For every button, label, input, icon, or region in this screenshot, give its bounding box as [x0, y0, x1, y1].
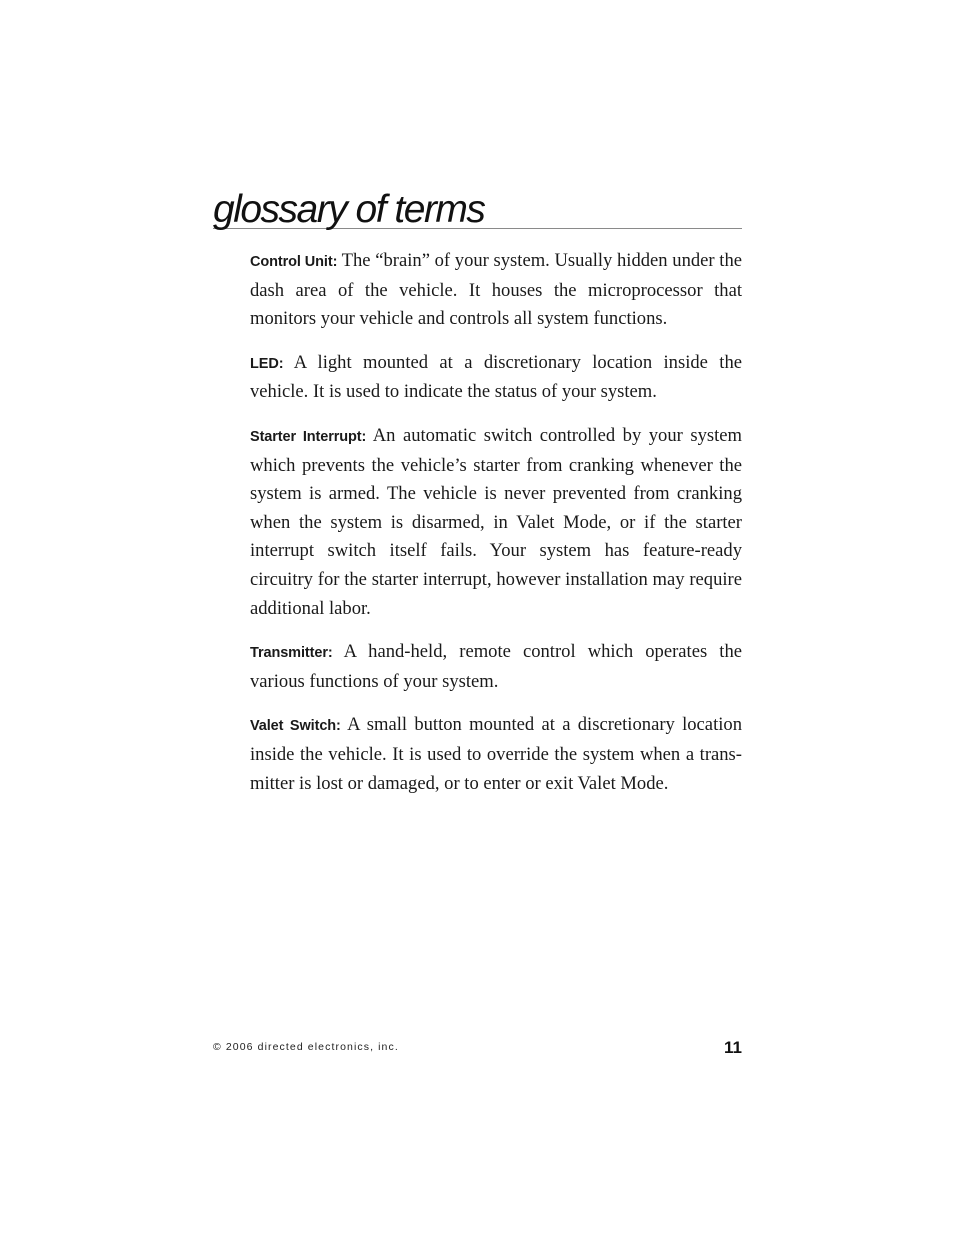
glossary-term: LED:	[250, 355, 284, 372]
glossary-entry-valet-switch	[250, 711, 742, 798]
page-title: glossary of terms	[213, 188, 485, 231]
glossary-entry-starter-interrupt	[250, 422, 742, 623]
footer-copyright: © 2006 directed electronics, inc.	[213, 1041, 399, 1053]
glossary-term: Control Unit:	[250, 254, 338, 270]
glossary-entry-control-unit	[250, 247, 742, 334]
title-row	[213, 188, 742, 229]
glossary-term: Starter Interrupt:	[250, 428, 367, 445]
glossary-definition: An automatic switch controlled by your system which prevents the vehicle’s starter from cranking whenever the system is armed. The vehicle is never prevented from cranking when the system is disarmed, in Valet Mode, or if the starter interrupt switch itself fails. Your system has feature-ready circuitry for the starter interrupt, however installation may require additional labor.	[250, 424, 742, 619]
page-number: 11	[724, 1038, 742, 1057]
glossary-entry-led	[250, 349, 742, 407]
glossary-list	[250, 247, 742, 813]
glossary-definition: A light mounted at a discretionary location inside the vehicle. It is used to indicate the status of your system.	[250, 351, 742, 403]
glossary-definition: A small button mounted at a discretionary location inside the vehicle. It is used to override the system when a transmitter is lost or damaged, or to enter or exit Valet Mode.	[250, 714, 742, 794]
glossary-definition: A hand-held, remote control which operates the various functions of your system.	[250, 641, 742, 692]
glossary-term: Transmitter:	[250, 645, 333, 662]
glossary-entry-transmitter	[250, 638, 742, 696]
glossary-definition: The “brain” of your system. Usually hidden under the dash area of the vehicle. It houses the microprocessor that monitors your vehicle and controls all system functions.	[250, 250, 742, 330]
glossary-term: Valet Switch:	[250, 718, 341, 735]
